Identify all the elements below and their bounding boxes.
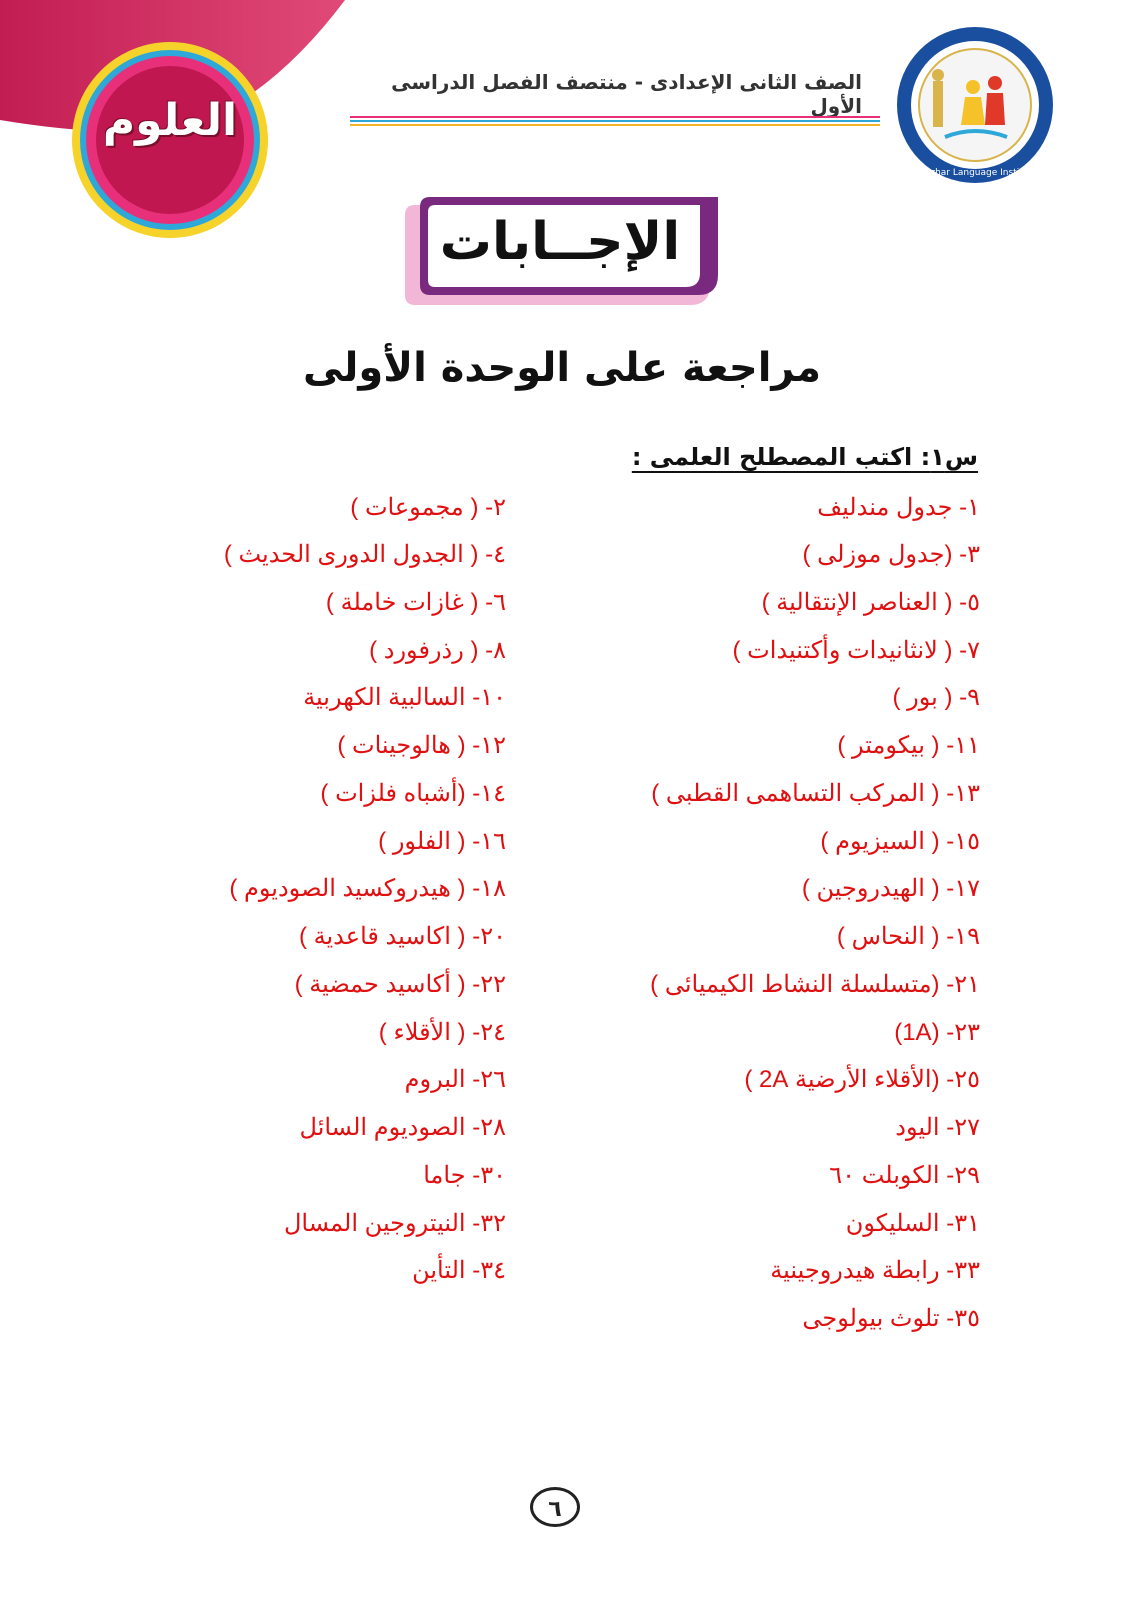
answer-item: ١٧- ( الهيدروجين ) <box>801 875 980 902</box>
answer-item: ٢٤- ( الأقلاء ) <box>378 1019 506 1046</box>
answer-item: ٣٢- النيتروجين المسال <box>283 1210 506 1237</box>
answer-item: ١٤- (أشباه فلزات ) <box>320 780 506 807</box>
answer-item: ٢٦- البروم <box>404 1066 506 1093</box>
answer-item: ٢١- (متسلسلة النشاط الكيميائى ) <box>650 971 980 998</box>
answer-item: ١٣- ( المركب التساهمى القطبى ) <box>651 780 980 807</box>
answer-item: ١٦- ( الفلور ) <box>378 828 506 855</box>
answer-item: ٢٧- اليود <box>895 1114 980 1141</box>
answer-item: ١٠- السالبية الكهربية <box>303 684 506 711</box>
answer-item: ١١- ( بيكومتر ) <box>837 732 980 759</box>
answer-item: ١٢- ( هالوجينات ) <box>337 732 506 759</box>
header-title: الصف الثانى الإعدادى - منتصف الفصل الدراسى الأول <box>391 70 862 118</box>
answer-item: ١- جدول مندليف <box>817 494 980 521</box>
section-title: الإجــابات <box>439 212 681 272</box>
answers-list <box>150 493 980 1353</box>
answer-item: ١٩- ( النحاس ) <box>836 923 980 950</box>
unit-title: مراجعة على الوحدة الأولى <box>302 345 822 391</box>
answer-item: ٦- ( غازات خاملة ) <box>325 589 506 616</box>
answer-item: ٢٢- ( أكاسيد حمضية ) <box>294 971 506 998</box>
institute-logo <box>895 25 1055 185</box>
answer-item: ٣٣- رابطة هيدروجينية <box>770 1257 980 1284</box>
answer-item: ٧- ( لانثانيدات وأكتنيدات ) <box>732 637 980 664</box>
answer-item: ٥- ( العناصر الإنتقالية ) <box>761 589 980 616</box>
answer-item: ٣٤- التأين <box>412 1257 506 1284</box>
answer-item: ٢٥- (الأقلاء الأرضية 2A ) <box>744 1066 980 1093</box>
header-divider <box>350 115 880 129</box>
question-label: س١: اكتب المصطلح العلمى : <box>631 443 978 471</box>
page-number: ٦ <box>530 1487 580 1527</box>
answer-item: ٢٨- الصوديوم السائل <box>299 1114 506 1141</box>
answer-item: ٤- ( الجدول الدورى الحديث ) <box>223 541 506 568</box>
answer-item: ٩- ( بور ) <box>892 684 980 711</box>
answer-item: ٢- ( مجموعات ) <box>350 494 506 521</box>
answer-item: ٣- (جدول موزلى ) <box>802 541 980 568</box>
answer-item: ٣١- السليكون <box>845 1210 980 1237</box>
logo-text: Al-Azhar Language Institute <box>912 168 1038 178</box>
subject-label: العلوم <box>102 95 238 146</box>
answer-item: ٨- ( رذرفورد ) <box>369 637 506 664</box>
answer-item: ٢٣- (1A) <box>894 1019 980 1046</box>
answer-item: ٣٠- جاما <box>423 1162 506 1189</box>
answer-item: ١٨- ( هيدروكسيد الصوديوم ) <box>229 875 506 902</box>
answer-item: ٢٠- ( اكاسيد قاعدية ) <box>298 923 506 950</box>
answer-item: ١٥- ( السيزيوم ) <box>820 828 980 855</box>
answer-item: ٣٥- تلوث بيولوجى <box>802 1305 980 1332</box>
answer-item: ٢٩- الكوبلت ٦٠ <box>829 1162 980 1189</box>
